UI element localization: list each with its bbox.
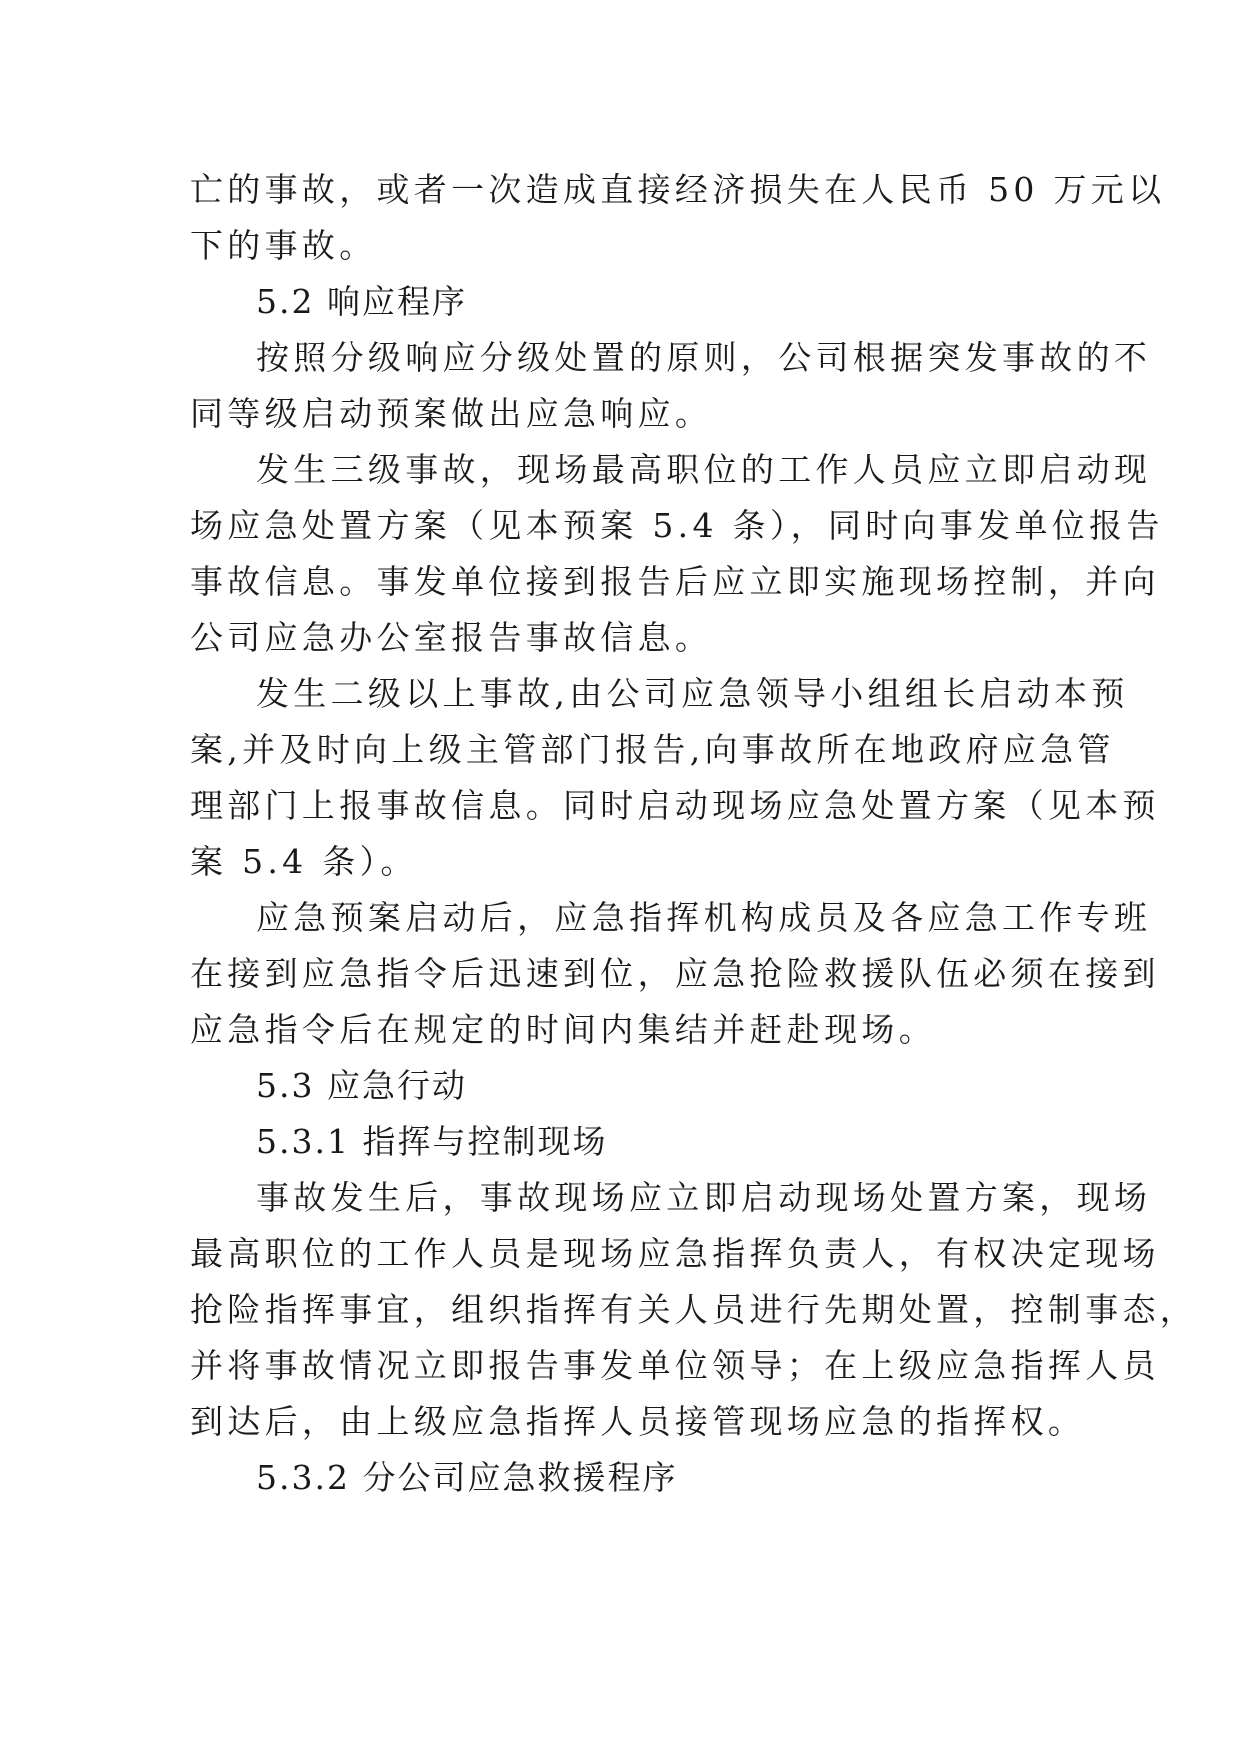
text-line: 在接到应急指令后迅速到位，应急抢险救援队伍必须在接到 — [190, 954, 1160, 993]
text-line: 事故发生后，事故现场应立即启动现场处置方案，现场 — [256, 1178, 1152, 1217]
text-line: 发生三级事故，现场最高职位的工作人员应立即启动现 — [256, 450, 1152, 489]
text-line: 应急预案启动后，应急指挥机构成员及各应急工作专班 — [256, 898, 1152, 937]
text-line: 亡的事故，或者一次造成直接经济损失在人民币 50 万元以 — [190, 170, 1166, 209]
text-line: 下的事故。 — [190, 226, 377, 265]
text-line: 案 5.4 条）。 — [190, 842, 418, 881]
section-heading-5-3: 5.3 应急行动 — [256, 1066, 467, 1105]
section-heading-5-3-2: 5.3.2 分公司应急救援程序 — [256, 1458, 678, 1497]
text-line: 公司应急办公室报告事故信息。 — [190, 618, 713, 657]
text-line: 理部门上报事故信息。同时启动现场应急处置方案（见本预 — [190, 786, 1160, 825]
section-heading-5-3-1: 5.3.1 指挥与控制现场 — [256, 1122, 608, 1161]
text-line: 场应急处置方案（见本预案 5.4 条），同时向事发单位报告 — [190, 506, 1164, 545]
text-line: 按照分级响应分级处置的原则，公司根据突发事故的不 — [256, 338, 1152, 377]
text-line: 到达后，由上级应急指挥人员接管现场应急的指挥权。 — [190, 1402, 1086, 1441]
text-line: 应急指令后在规定的时间内集结并赶赴现场。 — [190, 1010, 936, 1049]
text-line: 同等级启动预案做出应急响应。 — [190, 394, 713, 433]
text-line: 抢险指挥事宜，组织指挥有关人员进行先期处置，控制事态， — [190, 1290, 1198, 1329]
text-line: 最高职位的工作人员是现场应急指挥负责人，有权决定现场 — [190, 1234, 1160, 1273]
text-line: 并将事故情况立即报告事发单位领导；在上级应急指挥人员 — [190, 1346, 1160, 1385]
text-line: 发生二级以上事故,由公司应急领导小组组长启动本预 — [256, 674, 1129, 713]
text-line: 案,并及时向上级主管部门报告,向事故所在地政府应急管 — [190, 730, 1115, 769]
section-heading-5-2: 5.2 响应程序 — [256, 282, 467, 321]
text-line: 事故信息。事发单位接到报告后应立即实施现场控制，并向 — [190, 562, 1160, 601]
